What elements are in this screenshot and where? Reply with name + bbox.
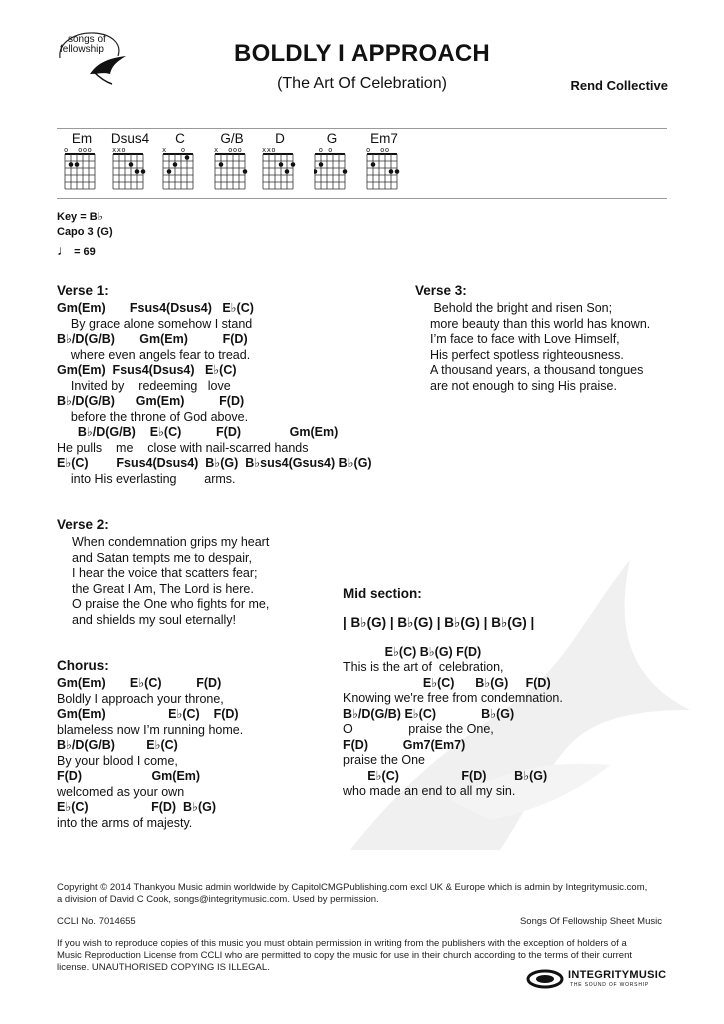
chord-open-strings-4: xxo (262, 146, 277, 154)
lyric-line: and Satan tempts me to despair, (72, 550, 252, 565)
mid-section-title: Mid section: (343, 586, 422, 601)
lyric-line: blameless now I’m running home. (57, 722, 244, 737)
lyric-line: By grace alone somehow I stand (57, 316, 253, 331)
lyric-line: O praise the One, (343, 722, 494, 736)
logo-text-songs-of: songs of (68, 34, 106, 45)
chord-open-strings-5: o o (314, 146, 333, 154)
mid-section-bars: | B♭(G) | B♭(G) | B♭(G) | B♭(G) | (343, 615, 535, 630)
chord-name-6: Em7 (370, 131, 398, 146)
logo-text-fellowship: fellowship (60, 44, 104, 55)
verse-3 (415, 283, 650, 394)
chord-line: F(D) Gm(Em) (57, 769, 201, 783)
lyric-line: where even angels fear to tread. (57, 347, 251, 362)
copyright-line-1: Copyright © 2014 Thankyou Music admin worldwide by CapitolCMGPublishing.com excl UK & Europe which is admin by Integritymusic.com, (57, 882, 648, 893)
chord-line: E♭(C) F(D) B♭(G) (343, 768, 548, 783)
lyric-line: welcomed as your own (57, 784, 185, 799)
capo-info: Capo 3 (G) (57, 226, 113, 238)
lyric-line: before the throne of God above. (57, 409, 249, 424)
lyric-line: Knowing we're free from condemnation. (343, 691, 563, 705)
lyric-line: into the arms of majesty. (57, 815, 193, 830)
verse-2 (57, 517, 269, 628)
integrity-swirl-icon (526, 969, 564, 989)
chord-grid-0 (64, 153, 98, 191)
tempo (57, 242, 96, 258)
license-line-1: If you wish to reproduce copies of this music you must obtain permission in writing from the publishers with the exception of holders of a (57, 938, 627, 949)
license-line-2: Music Reproduction License from CCLI who are permitted to copy the music for use in their church according to the terms of their current (57, 950, 633, 961)
chord-line: F(D) Gm7(Em7) (343, 737, 466, 752)
integrity-tagline: THE SOUND OF WORSHIP (570, 982, 650, 988)
lyric-line: His perfect spotless righteousness. (430, 347, 624, 362)
ccli-number: CCLI No. 7014655 (57, 916, 136, 927)
song-subtitle: (The Art Of Celebration) (277, 75, 447, 92)
divider-top (57, 128, 667, 129)
song-key: Key = B♭ (57, 211, 103, 223)
chord-line: Gm(Em) Fsus4(Dsus4) E♭(C) (57, 363, 237, 377)
chord-grid-6 (366, 153, 400, 191)
verse-2-title: Verse 2: (57, 517, 109, 532)
copyright-notice (57, 882, 672, 906)
lyric-line: Invited by redeeming love (57, 378, 231, 393)
divider-bottom (57, 198, 667, 199)
chord-line: B♭/D(G/B) Gm(Em) F(D) (57, 394, 245, 408)
chord-line: Gm(Em) E♭(C) F(D) (57, 707, 239, 721)
chord-line: E♭(C) F(D) B♭(G) (57, 800, 217, 814)
chord-line: E♭(C) B♭(G) F(D) (343, 644, 482, 659)
verse-1 (57, 283, 372, 487)
chord-line: B♭/D(G/B) E♭(C) B♭(G) (343, 706, 515, 721)
integrity-music-logo (526, 967, 666, 991)
artist-name: Rend Collective (570, 78, 668, 93)
chord-name-3: G/B (220, 131, 244, 146)
lyric-line: Boldly I approach your throne, (57, 691, 224, 706)
copyright-line-2: a division of David C Cook, songs@integritymusic.com. Used by permission. (57, 894, 379, 905)
chorus-title: Chorus: (57, 658, 109, 673)
chord-line: B♭/D(G/B) E♭(C) F(D) Gm(Em) (57, 425, 339, 439)
chord-open-strings-1: xxo (112, 146, 127, 154)
sheet-music-label: Songs Of Fellowship Sheet Music (519, 916, 662, 927)
chord-line: Gm(Em) Fsus4(Dsus4) E♭(C) (57, 301, 254, 315)
lyric-line: He pulls me close with nail-scarred hands (57, 440, 309, 455)
tempo-note-icon: ♩ (57, 242, 71, 258)
lyric-line: This is the art of celebration, (343, 660, 504, 674)
license-line-3: license. UNAUTHORISED COPYING IS ILLEGAL. (57, 962, 270, 973)
lyric-line: praise the One (343, 753, 425, 767)
chord-name-1: Dsus4 (110, 131, 150, 146)
chord-line: B♭/D(G/B) E♭(C) (57, 738, 178, 752)
song-title: BOLDLY I APPROACH (234, 40, 490, 67)
chord-name-4: D (275, 131, 285, 146)
lyric-line: By your blood I come, (57, 753, 178, 768)
chord-name-2: C (175, 131, 185, 146)
lyric-line: the Great I Am, The Lord is here. (72, 581, 254, 596)
chorus (57, 658, 243, 831)
verse-1-title: Verse 1: (57, 283, 109, 298)
tempo-value: = 69 (74, 246, 96, 258)
integrity-brand: INTEGRITYMUSIC (568, 969, 667, 981)
chord-name-5: G (326, 131, 338, 146)
lyric-line: more beauty than this world has known. (430, 316, 651, 331)
chord-line: E♭(C) Fsus4(Dsus4) B♭(G) B♭sus4(Gsus4) B♭(G) (57, 456, 372, 470)
mid-section (343, 586, 563, 800)
lyric-line: Behold the bright and risen Son; (430, 301, 613, 315)
chord-grid-2 (162, 153, 196, 191)
chord-line: E♭(C) B♭(G) F(D) (343, 675, 551, 690)
chord-open-strings-0: o ooo (64, 146, 93, 154)
lyric-line: I hear the voice that scatters fear; (72, 566, 258, 580)
lyric-line: who made an end to all my sin. (343, 784, 516, 798)
chord-line: Gm(Em) E♭(C) F(D) (57, 676, 222, 690)
chord-grid-5 (314, 153, 348, 191)
chord-open-strings-6: o oo (366, 146, 390, 154)
chord-open-strings-3: x ooo (214, 146, 243, 154)
chord-name-0: Em (71, 131, 93, 146)
verse-3-title: Verse 3: (415, 283, 467, 298)
lyric-line: A thousand years, a thousand tongues (430, 363, 644, 377)
lyric-line: and shields my soul eternally! (72, 612, 236, 627)
chord-open-strings-2: x o (162, 146, 186, 154)
lyric-line: When condemnation grips my heart (72, 535, 270, 549)
lyric-line: into His everlasting arms. (57, 471, 236, 486)
chord-grid-3 (214, 153, 248, 191)
chord-grid-4 (262, 153, 296, 191)
lyric-line: I’m face to face with Love Himself, (430, 332, 620, 346)
lyric-line: O praise the One who fights for me, (72, 597, 270, 611)
chord-grid-1 (112, 153, 146, 191)
lyric-line: are not enough to sing His praise. (430, 378, 617, 393)
chord-line: B♭/D(G/B) Gm(Em) F(D) (57, 332, 248, 346)
